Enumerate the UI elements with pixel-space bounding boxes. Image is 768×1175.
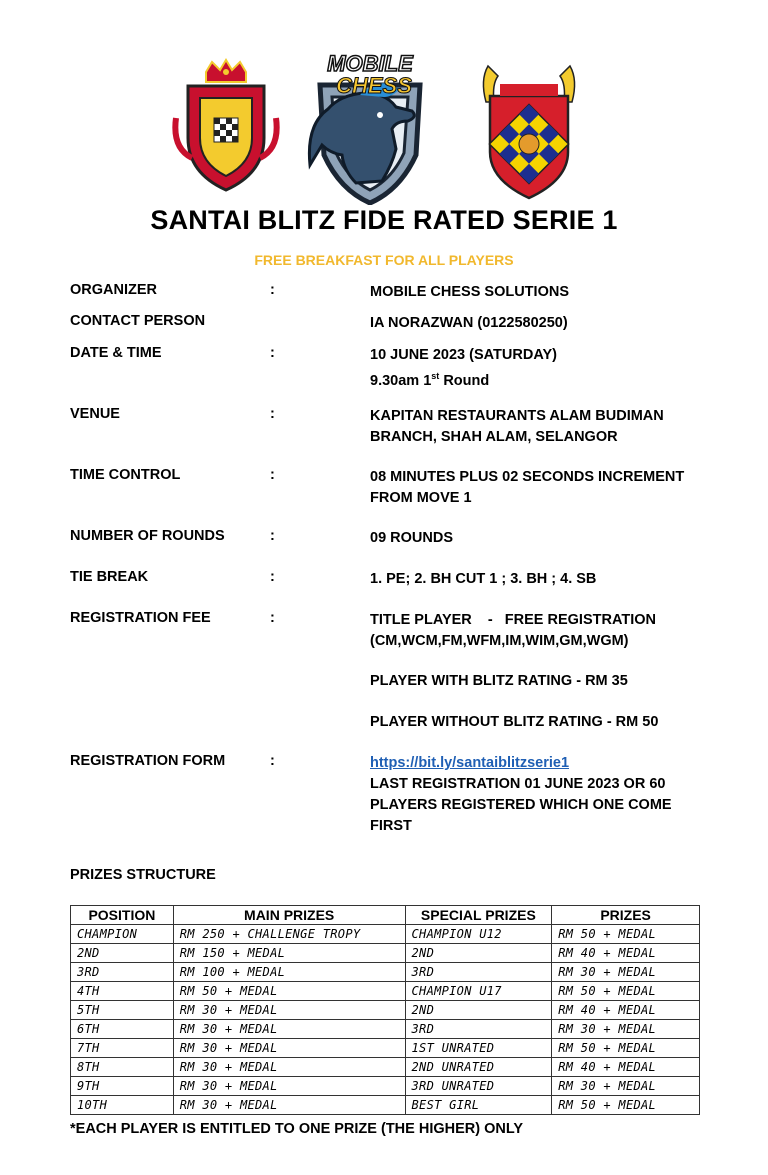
table-cell: RM 30 + MEDAL [173, 1058, 405, 1077]
rounds-label: NUMBER OF ROUNDS [70, 528, 225, 544]
colon: : [270, 282, 275, 298]
venue-line: KAPITAN RESTAURANTS ALAM BUDIMAN [370, 408, 664, 424]
table-row [71, 1039, 700, 1058]
table-cell: 3RD [405, 1020, 552, 1039]
table-cell: RM 40 + MEDAL [552, 1001, 700, 1020]
table-row [71, 963, 700, 982]
table-cell: 3RD [405, 963, 552, 982]
contact-label: CONTACT PERSON [70, 313, 206, 329]
table-cell: RM 50 + MEDAL [552, 1039, 700, 1058]
fee-value [370, 610, 710, 733]
subtitle: FREE BREAKFAST FOR ALL PLAYERS [254, 252, 514, 268]
time-text: 9.30am 1 [370, 372, 432, 389]
table-cell: 5TH [71, 1001, 174, 1020]
footnote: *EACH PLAYER IS ENTITLED TO ONE PRIZE (THE HIGHER) ONLY [70, 1121, 524, 1137]
table-cell: 8TH [71, 1058, 174, 1077]
logos-bar [0, 40, 768, 200]
colon: : [270, 345, 275, 361]
table-cell: CHAMPION U12 [405, 925, 552, 944]
table-cell: RM 50 + MEDAL [173, 982, 405, 1001]
table-row [71, 1077, 700, 1096]
table-cell: RM 30 + MEDAL [552, 1020, 700, 1039]
time-control-line: FROM MOVE 1 [370, 490, 472, 506]
table-cell: 3RD [71, 963, 174, 982]
table-row [71, 1001, 700, 1020]
prizes-title: PRIZES STRUCTURE [70, 867, 216, 883]
table-cell: RM 150 + MEDAL [173, 944, 405, 963]
column-header: SPECIAL PRIZES [405, 906, 552, 925]
table-cell: 3RD UNRATED [405, 1077, 552, 1096]
table-cell: RM 30 + MEDAL [173, 1001, 405, 1020]
colon: : [270, 467, 275, 483]
table-cell: 6TH [71, 1020, 174, 1039]
column-header: PRIZES [552, 906, 700, 925]
svg-text:MOBILE: MOBILE [327, 51, 413, 76]
column-header: MAIN PRIZES [173, 906, 405, 925]
date-value [370, 345, 710, 392]
time-control-value [370, 467, 710, 509]
table-cell: 1ST UNRATED [405, 1039, 552, 1058]
table-row [71, 925, 700, 944]
fee-label: REGISTRATION FEE [70, 610, 211, 626]
fee-line: TITLE PLAYER - FREE REGISTRATION [370, 612, 656, 628]
selangor-chess-association-logo [170, 58, 282, 198]
form-value [370, 753, 710, 837]
prizes-table-body [71, 925, 700, 1115]
date-line: 10 JUNE 2023 (SATURDAY) [370, 347, 557, 363]
rounds-value: 09 ROUNDS [370, 530, 453, 546]
table-cell: RM 40 + MEDAL [552, 1058, 700, 1077]
organizer-value: MOBILE CHESS SOLUTIONS [370, 284, 569, 300]
table-row [71, 1020, 700, 1039]
table-cell: RM 100 + MEDAL [173, 963, 405, 982]
column-header: POSITION [71, 906, 174, 925]
fee-line: PLAYER WITHOUT BLITZ RATING - RM 50 [370, 714, 659, 730]
table-cell: 2ND [71, 944, 174, 963]
form-line: LAST REGISTRATION 01 JUNE 2023 OR 60 [370, 776, 666, 792]
venue-label: VENUE [70, 406, 120, 422]
table-row [71, 944, 700, 963]
form-line: FIRST [370, 818, 412, 834]
table-cell: RM 250 + CHALLENGE TROPY [173, 925, 405, 944]
table-cell: RM 30 + MEDAL [552, 1077, 700, 1096]
table-cell: RM 30 + MEDAL [552, 963, 700, 982]
organizer-label: ORGANIZER [70, 282, 157, 298]
venue-line: BRANCH, SHAH ALAM, SELANGOR [370, 429, 618, 445]
table-cell: 2ND [405, 1001, 552, 1020]
page-title: SANTAI BLITZ FIDE RATED SERIE 1 [150, 205, 618, 235]
table-cell: CHAMPION U17 [405, 982, 552, 1001]
colon: : [270, 406, 275, 422]
table-cell: 9TH [71, 1077, 174, 1096]
svg-text:CHESS: CHESS [336, 73, 412, 98]
tie-break-label: TIE BREAK [70, 569, 149, 585]
table-cell: RM 30 + MEDAL [173, 1096, 405, 1115]
table-cell: BEST GIRL [405, 1096, 552, 1115]
table-cell: CHAMPION [71, 925, 174, 944]
table-cell: RM 30 + MEDAL [173, 1020, 405, 1039]
registration-link[interactable]: https://bit.ly/santaiblitzserie1 [370, 755, 570, 771]
table-header-row [71, 906, 700, 925]
fee-line: PLAYER WITH BLITZ RATING - RM 35 [370, 673, 628, 689]
table-row [71, 1096, 700, 1115]
venue-value [370, 406, 710, 448]
table-cell: 2ND UNRATED [405, 1058, 552, 1077]
mobile-chess-logo [300, 45, 440, 205]
date-label: DATE & TIME [70, 345, 162, 361]
time-control-line: 08 MINUTES PLUS 02 SECONDS INCREMENT [370, 469, 685, 485]
table-cell: RM 50 + MEDAL [552, 925, 700, 944]
table-cell: RM 50 + MEDAL [552, 982, 700, 1001]
prizes-table [70, 905, 700, 1115]
table-row [71, 982, 700, 1001]
form-label: REGISTRATION FORM [70, 753, 226, 769]
contact-value: IA NORAZWAN (0122580250) [370, 315, 568, 331]
table-cell: 4TH [71, 982, 174, 1001]
time-control-label: TIME CONTROL [70, 467, 181, 483]
table-row [71, 1058, 700, 1077]
colon: : [270, 753, 275, 769]
time-line [370, 366, 710, 392]
table-cell: 7TH [71, 1039, 174, 1058]
fee-line: (CM,WCM,FM,WFM,IM,WIM,GM,WGM) [370, 633, 629, 649]
colon: : [270, 528, 275, 544]
form-line: PLAYERS REGISTERED WHICH ONE COME [370, 797, 672, 813]
table-cell: RM 30 + MEDAL [173, 1039, 405, 1058]
colon: : [270, 569, 275, 585]
round-text: Round [439, 372, 490, 389]
table-cell: 10TH [71, 1096, 174, 1115]
table-cell: 2ND [405, 944, 552, 963]
table-cell: RM 40 + MEDAL [552, 944, 700, 963]
table-cell: RM 50 + MEDAL [552, 1096, 700, 1115]
colon: : [270, 610, 275, 626]
table-cell: RM 30 + MEDAL [173, 1077, 405, 1096]
ordinal-suffix: st [431, 371, 440, 381]
malaysia-chess-federation-logo [474, 62, 584, 202]
tie-break-value: 1. PE; 2. BH CUT 1 ; 3. BH ; 4. SB [370, 571, 597, 587]
